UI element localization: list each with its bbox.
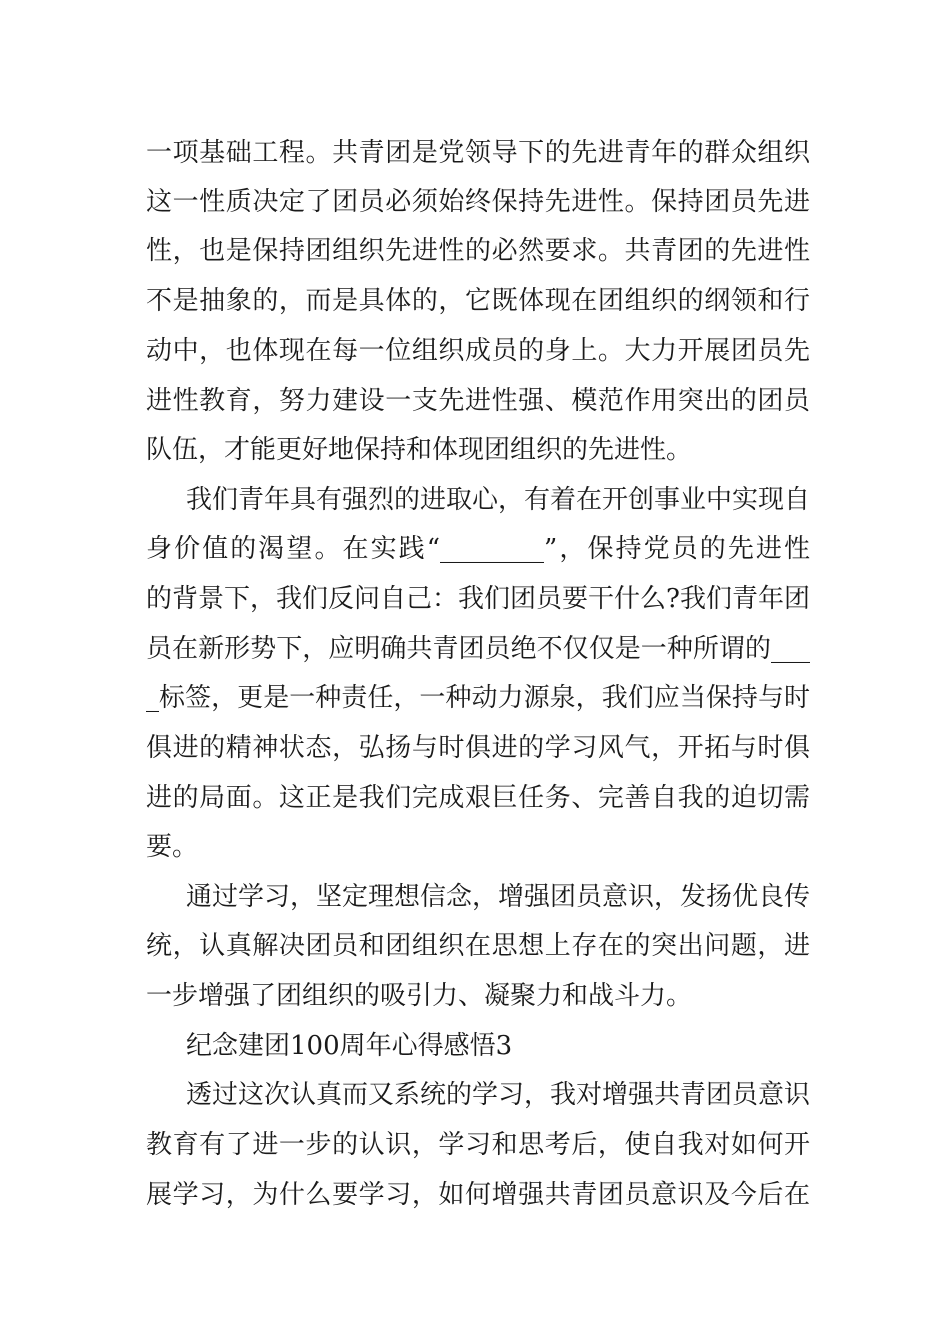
- text-line: 这一性质决定了团员必须始终保持先进性。保持团员先进: [146, 187, 810, 217]
- text-line: 进的局面。这正是我们完成艰巨任务、完善自我的迫切需: [146, 783, 810, 813]
- text-line: 不是抽象的，而是具体的，它既体现在团组织的纲领和行: [146, 286, 810, 316]
- text-line: 要。: [146, 832, 199, 862]
- text-line: 通过学习，坚定理想信念，增强团员意识，发扬优良传: [186, 882, 811, 912]
- text-line: 一步增强了团组织的吸引力、凝聚力和战斗力。: [146, 981, 693, 1011]
- text-line: 我们青年具有强烈的进取心，有着在开创事业中实现自: [186, 485, 811, 515]
- text-line: 队伍，才能更好地保持和体现团组织的先进性。: [146, 435, 693, 465]
- text-line: 身价值的渴望。在实践“________”，保持党员的先进性: [146, 534, 810, 564]
- text-line: 动中，也体现在每一位组织成员的身上。大力开展团员先: [146, 336, 810, 366]
- text-line: 俱进的精神状态，弘扬与时俱进的学习风气，开拓与时俱: [146, 733, 810, 763]
- text-line: _标签，更是一种责任，一种动力源泉，我们应当保持与时: [146, 683, 810, 713]
- text-line: 教育有了进一步的认识，学习和思考后，使自我对如何开: [146, 1130, 810, 1160]
- section-heading: 纪念建团100周年心得感悟3: [186, 1031, 513, 1061]
- text-line: 一项基础工程。共青团是党领导下的先进青年的群众组织: [146, 138, 810, 168]
- text-line: 统，认真解决团员和团组织在思想上存在的突出问题，进: [146, 931, 810, 961]
- text-line: 员在新形势下，应明确共青团员绝不仅仅是一种所谓的___: [146, 634, 810, 664]
- text-line: 展学习，为什么要学习，如何增强共青团员意识及今后在: [146, 1180, 810, 1210]
- text-line: 透过这次认真而又系统的学习，我对增强共青团员意识: [186, 1080, 811, 1110]
- text-line: 的背景下，我们反问自己：我们团员要干什么?我们青年团: [146, 584, 810, 614]
- text-line: 性，也是保持团组织先进性的必然要求。共青团的先进性: [146, 236, 810, 266]
- text-line: 进性教育，努力建设一支先进性强、模范作用突出的团员: [146, 386, 810, 416]
